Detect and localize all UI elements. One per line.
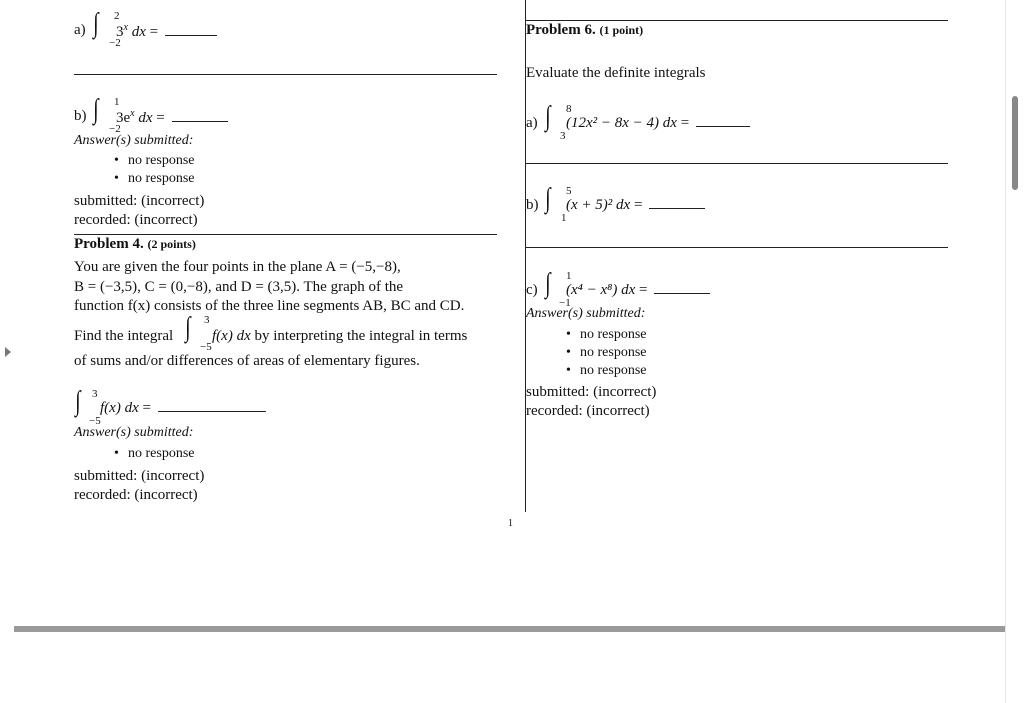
left-part-b-expr: $3e^x$ dx = [116,108,228,127]
lower-limit: −2 [109,123,121,135]
separator [526,20,948,21]
lower-limit: −2 [109,37,121,49]
answer-blank[interactable] [165,34,217,36]
vertical-scrollbar[interactable] [1005,0,1024,703]
text-line: You are given the four points in the plane A = (−5,−8), [74,259,401,275]
scrollbar-thumb[interactable] [1012,96,1018,190]
text-line: of sums and/or differences of areas of elementary figures. [74,353,420,369]
part-label: b) [74,108,87,124]
list-item: • no response [564,326,647,344]
page-boundary [14,626,1006,632]
answers-submitted-heading: Answer(s) submitted: [526,306,646,321]
submitted-status: submitted: (incorrect) [74,193,205,209]
left-part-a [74,22,86,39]
integral-sign: ∫ 3 −5 [75,386,101,427]
submitted-status: submitted: (incorrect) [74,468,205,484]
list-item: • no response [564,344,647,362]
text-line: B = (−3,5), C = (0,−8), and D = (3,5). The graph of the [74,278,404,295]
left-part-a-expr: 3$^x$ dx = [116,22,217,41]
separator [526,163,948,164]
answer-blank[interactable] [649,207,705,209]
part-label: b) [526,197,539,213]
response-list [564,326,647,380]
part-label: a) [526,115,538,131]
recorded-status: recorded: (incorrect) [74,212,198,228]
answer-blank[interactable] [158,410,266,412]
integral-sign: ∫ 3 −5 [185,312,212,353]
recorded-status: recorded: (incorrect) [526,403,650,419]
left-part-b [74,108,87,125]
problem-6-intro: Evaluate the definite integrals [526,65,706,81]
right-part-c-expr: (x⁴ − x⁸) dx = [566,282,710,299]
list-item: • no response [112,152,195,170]
page-number: 1 [508,518,513,529]
answers-submitted-heading: Answer(s) submitted: [74,425,194,440]
problem-4-text [74,258,497,317]
integral-sign: ∫ 8 3 [545,101,572,142]
text-line: Find the integral [74,328,174,344]
integral-sign: ∫ 2 −2 [93,8,121,49]
upper-limit: 2 [114,10,120,22]
response-list [112,445,195,463]
right-part-a-expr: (12x² − 8x − 4) dx = [566,115,750,132]
part-label: a) [74,22,86,38]
text-line: function f(x) consists of the three line segments AB, BC and CD. [74,298,465,314]
part-label: c) [526,282,538,298]
submitted-status: submitted: (incorrect) [526,384,657,400]
problem-6-title: Problem 6. (1 point) [526,22,644,38]
problem-4-title: Problem 4. (2 points) [74,236,196,252]
response-list [112,152,195,188]
integral-sign: ∫ 1 −2 [93,94,121,135]
right-part-b-expr: (x + 5)² dx = [566,197,705,214]
inline-integral-body: f(x) dx by interpreting the integral in terms [212,328,468,344]
integral-sign: ∫ 5 1 [545,183,572,224]
expand-sidebar-icon[interactable] [5,347,11,357]
list-item: • no response [564,362,647,380]
answer-blank[interactable] [172,120,228,122]
document-page [14,0,1006,628]
list-item: • no response [112,445,195,463]
answer-blank[interactable] [654,292,710,294]
integral-sign: ∫ 1 −1 [545,268,572,309]
answer-blank[interactable] [696,125,750,127]
separator [74,74,497,75]
list-item: • no response [112,170,195,188]
separator [526,247,948,248]
recorded-status: recorded: (incorrect) [74,487,198,503]
separator [74,234,497,235]
upper-limit: 1 [114,96,120,108]
problem-4-answer-line: f(x) dx = [100,400,266,417]
answers-submitted-heading: Answer(s) submitted: [74,133,194,148]
